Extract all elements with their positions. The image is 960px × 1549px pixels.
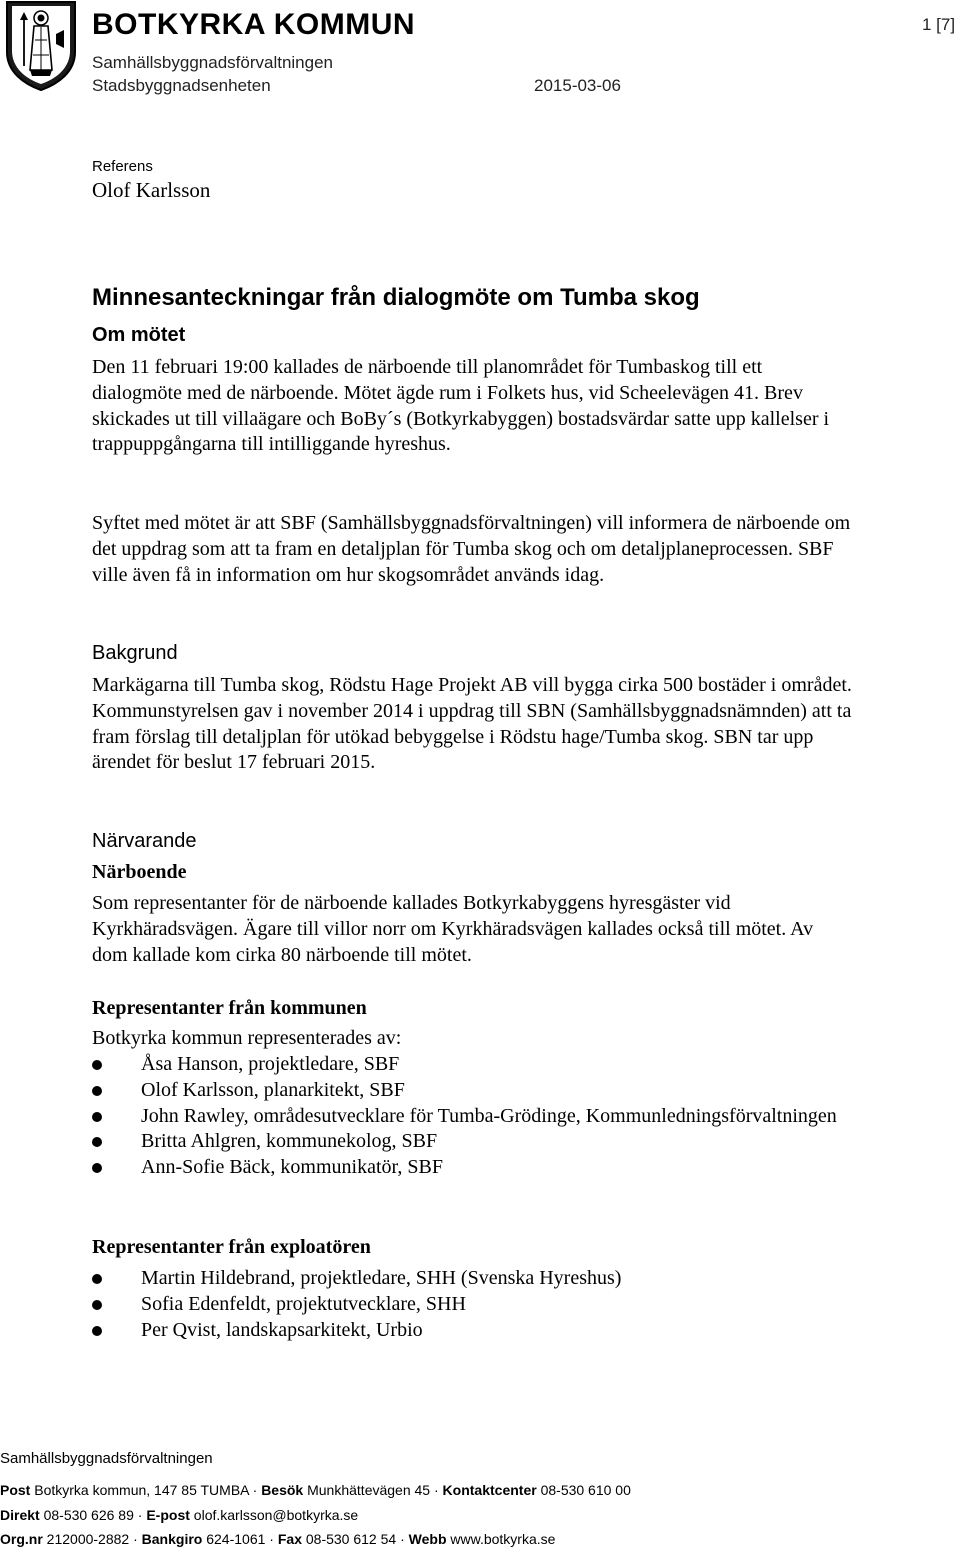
bullet-icon bbox=[92, 1112, 102, 1122]
organization-name: BOTKYRKA KOMMUN bbox=[92, 8, 416, 41]
reference-name: Olof Karlsson bbox=[92, 178, 211, 202]
list-item: Olof Karlsson, planarkitekt, SBF bbox=[92, 1078, 852, 1104]
about-paragraph-1 bbox=[92, 355, 852, 458]
list-item: Ann-Sofie Bäck, kommunikatör, SBF bbox=[92, 1155, 852, 1181]
footer-line-3: Org.nr 212000-2882 · Bankgiro 624-1061 · Fax 08-530 612 54 · Webb www.botkyrka.se bbox=[0, 1531, 556, 1547]
about-paragraph-2-text: Syftet med mötet är att SBF (Samhällsbyggnadsförvaltningen) vill informera de närboende om det uppdrag som att ta fram en detaljplan för Tumba skog och om detaljplaneprocessen. SBF ville även få in information om hur skogsområdet används idag. bbox=[92, 512, 851, 586]
bullet-icon bbox=[92, 1326, 102, 1336]
reference-label: Referens bbox=[92, 158, 153, 175]
footer-department: Samhällsbyggnadsförvaltningen bbox=[0, 1450, 213, 1467]
bullet-icon bbox=[92, 1137, 102, 1147]
residents-paragraph bbox=[92, 891, 852, 968]
bullet-icon bbox=[92, 1274, 102, 1284]
municipal-coat-of-arms-icon bbox=[4, 0, 78, 92]
footer-line-1: Post Botkyrka kommun, 147 85 TUMBA · Besök Munkhättevägen 45 · Kontaktcenter 08-530 610 00 bbox=[0, 1482, 631, 1498]
subheading-municipality: Representanter från kommunen bbox=[92, 997, 367, 1019]
list-item: Sofia Edenfeldt, projektutvecklare, SHH bbox=[92, 1292, 852, 1318]
municipality-list bbox=[92, 1052, 852, 1181]
web-link[interactable]: www.botkyrka.se bbox=[450, 1531, 556, 1547]
background-paragraph-text: Markägarna till Tumba skog, Rödstu Hage Projekt AB vill bygga cirka 500 bostäder i området. Kommunstyrelsen gav i november 2014 i uppdrag till SBN (Samhällsbyggnadsnämnden) att ta fram förslag till detaljplan för utökad bebyggelse i Rödstu hage/Tumba skog. SBN tar upp ärendet för beslut 17 februari 2015. bbox=[92, 674, 852, 774]
bullet-icon bbox=[92, 1060, 102, 1070]
department-name: Samhällsbyggnadsförvaltningen bbox=[92, 53, 333, 72]
list-item: Åsa Hanson, projektledare, SBF bbox=[92, 1052, 852, 1078]
email-link[interactable]: olof.karlsson@botkyrka.se bbox=[193, 1507, 359, 1523]
document-date: 2015-03-06 bbox=[534, 76, 621, 95]
background-paragraph bbox=[92, 673, 852, 776]
municipality-intro: Botkyrka kommun representerades av: bbox=[92, 1027, 402, 1049]
about-paragraph-2 bbox=[92, 511, 852, 588]
bullet-icon bbox=[92, 1086, 102, 1096]
section-heading-about: Om mötet bbox=[92, 324, 186, 346]
list-item: Britta Ahlgren, kommunekolog, SBF bbox=[92, 1129, 852, 1155]
bullet-icon bbox=[92, 1300, 102, 1310]
list-item: Martin Hildebrand, projektledare, SHH (Svenska Hyreshus) bbox=[92, 1266, 852, 1292]
section-heading-background: Bakgrund bbox=[92, 642, 178, 664]
list-item: Per Qvist, landskapsarkitekt, Urbio bbox=[92, 1318, 852, 1344]
unit-name: Stadsbyggnadsenheten bbox=[92, 76, 271, 95]
document-title: Minnesanteckningar från dialogmöte om Tumba skog bbox=[92, 284, 700, 311]
about-paragraph-1-text: Den 11 februari 19:00 kallades de närboende till planområdet för Tumbaskog till ett dialogmöte med de närboende. Mötet ägde rum i Folkets hus, vid Scheelevägen 41. Brev skickades ut till villaägare och BoBy´s (Botkyrkabyggen) bostadsvärdar satte upp kallelser i trappuppgångarna till intilliggande hyreshus. bbox=[92, 356, 830, 456]
bullet-icon bbox=[92, 1163, 102, 1173]
residents-paragraph-text: Som representanter för de närboende kallades Botkyrkabyggens hyresgäster vid Kyrkhäradsvägen. Ägare till villor norr om Kyrkhäradsvägen kallades också till mötet. Av dom kallade kom cirka 80 närboende till mötet. bbox=[92, 892, 814, 966]
section-heading-present: Närvarande bbox=[92, 830, 197, 852]
footer-line-2: Direkt 08-530 626 89 · E-post olof.karlsson@botkyrka.se bbox=[0, 1507, 359, 1523]
subheading-residents: Närboende bbox=[92, 861, 187, 883]
list-item: John Rawley, områdesutvecklare för Tumba-Grödinge, Kommunledningsförvaltningen bbox=[92, 1104, 852, 1130]
subheading-developer: Representanter från exploatören bbox=[92, 1236, 371, 1258]
developer-list bbox=[92, 1266, 852, 1343]
page-number: 1 [7] bbox=[922, 15, 956, 34]
